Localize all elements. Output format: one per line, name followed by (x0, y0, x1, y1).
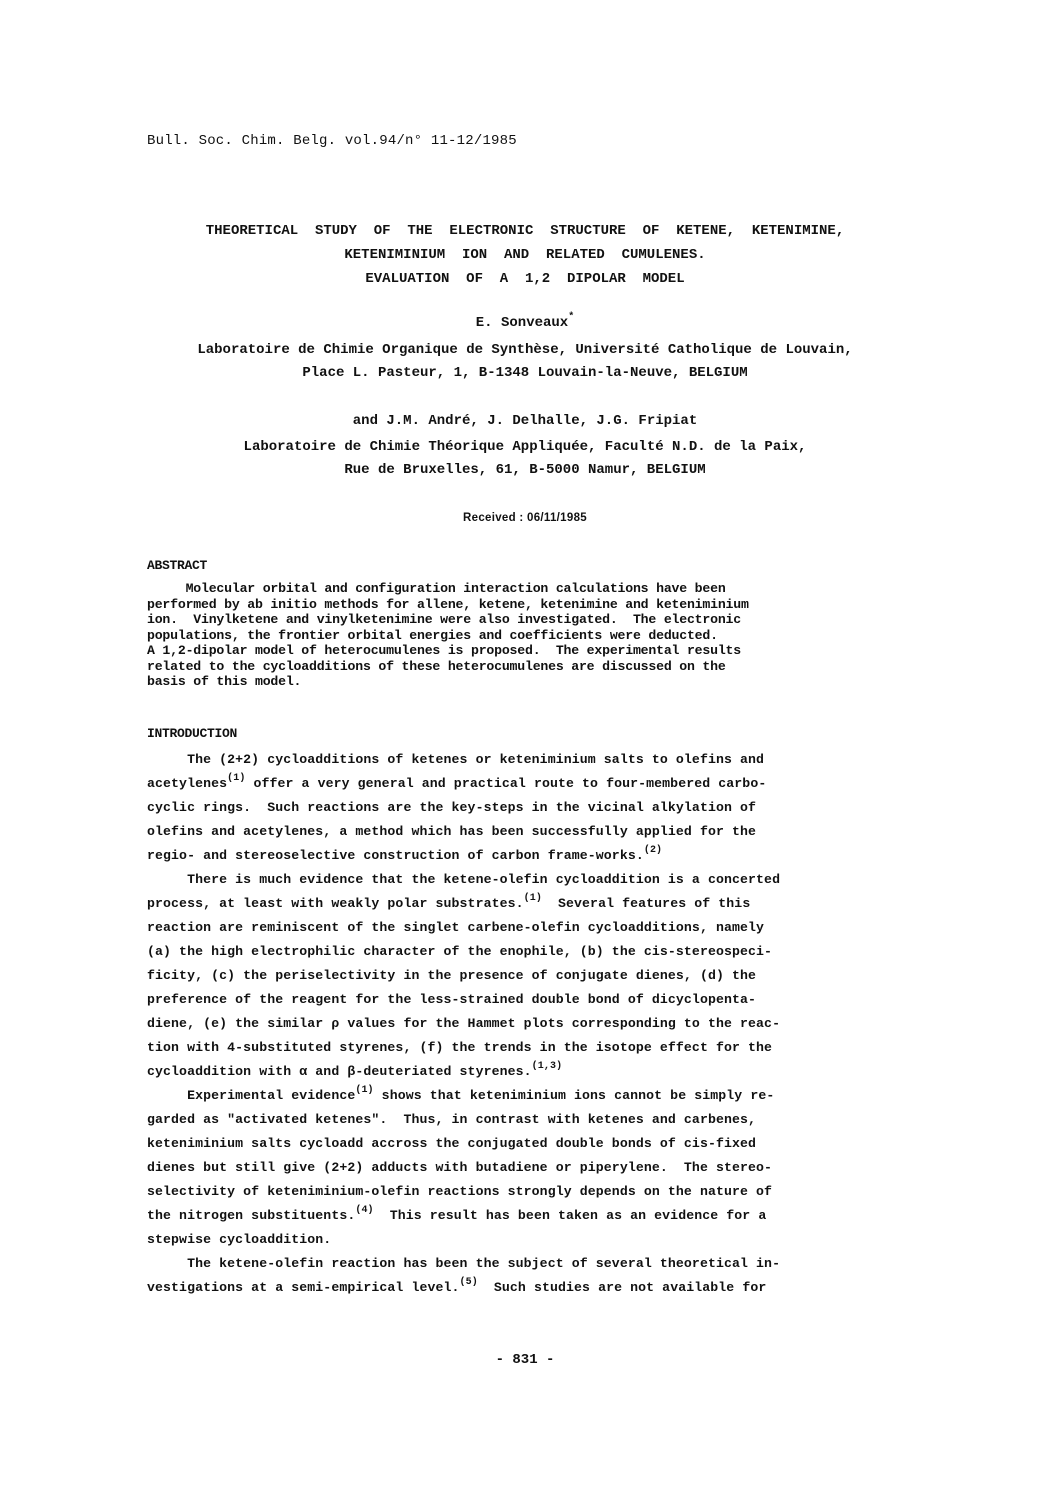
text-span: tion with 4-substituted styrenes, (f) the trends in the isotope effect for the (147, 1040, 773, 1055)
corresponding-author-mark: * (568, 312, 575, 323)
abstract-body (147, 581, 907, 690)
text-line (147, 1060, 907, 1084)
text-span: Experimental evidence (147, 1088, 356, 1103)
text-span: Such studies are not available for (477, 1280, 767, 1295)
abstract-line: A 1,2-dipolar model of heterocumulenes is proposed. The experimental results (147, 643, 741, 658)
affiliation-line: Laboratoire de Chimie Théorique Appliquée, Faculté N.D. de la Paix, (243, 439, 807, 455)
text-span: diene, (e) the similar ρ values for the Hammet plots corresponding to the reac- (147, 1016, 781, 1031)
title-line: EVALUATION OF A 1,2 DIPOLAR MODEL (365, 271, 685, 287)
text-line (147, 1156, 907, 1180)
text-span: Several features of this (541, 896, 751, 911)
text-span: vestigations at a semi-empirical level. (147, 1280, 460, 1295)
text-span: ficity, (c) the periselectivity in the presence of conjugate dienes, (d) the (147, 968, 757, 983)
text-line (147, 1180, 907, 1204)
text-line (147, 868, 907, 892)
text-span: The (2+2) cycloadditions of ketenes or keteniminium salts to olefins and (147, 752, 765, 767)
page-number: - 831 - (495, 1352, 555, 1368)
text-span: selectivity of keteniminium-olefin reactions strongly depends on the nature of (147, 1184, 773, 1199)
abstract-line: ion. Vinylketene and vinylketenimine were also investigated. The electronic (147, 612, 741, 627)
text-span: stepwise cycloaddition. (147, 1232, 332, 1247)
title-line: KETENIMINIUM ION AND RELATED CUMULENES. (344, 247, 706, 263)
text-line (147, 1012, 907, 1036)
abstract-line: performed by ab initio methods for allene, ketene, ketenimine and keteniminium (147, 596, 749, 612)
author-secondary: and J.M. André, J. Delhalle, J.G. Fripiat (352, 413, 698, 429)
citation-ref: (1,3) (531, 1061, 563, 1072)
citation-ref: (4) (355, 1205, 374, 1216)
abstract-line: populations, the frontier orbital energies and coefficients were deducted. (147, 627, 718, 643)
abstract-heading: ABSTRACT (147, 558, 208, 573)
text-line (147, 964, 907, 988)
text-span: (a) the high electrophilic character of the enophile, (b) the cis-stereospeci- (147, 944, 773, 959)
text-span: olefins and acetylenes, a method which has been successfully applied for the (147, 824, 757, 839)
text-line (147, 1252, 907, 1276)
received-date: Received : 06/11/1985 (463, 512, 587, 524)
abstract-line: Molecular orbital and configuration interaction calculations have been (147, 581, 726, 596)
text-span: regio- and stereoselective construction of carbon frame-works. (147, 848, 644, 863)
text-span: cyclic rings. Such reactions are the key-steps in the vicinal alkylation of (147, 800, 757, 815)
citation-ref: (1) (227, 773, 246, 784)
text-span: offer a very general and practical route to four-membered carbo- (245, 776, 767, 791)
abstract-line: related to the cycloadditions of these heterocumulenes are discussed on the (147, 658, 726, 674)
text-line (147, 772, 907, 796)
author-primary (0, 312, 1050, 331)
text-line (147, 1084, 907, 1108)
text-line (147, 1132, 907, 1156)
citation-ref: (2) (643, 845, 663, 856)
text-span: the nitrogen substituents. (147, 1208, 356, 1223)
text-span: dienes but still give (2+2) adducts with butadiene or piperylene. The stereo- (147, 1160, 773, 1175)
text-line (147, 1228, 907, 1252)
text-span: reaction are reminiscent of the singlet carbene-olefin cycloadditions, namely (147, 920, 765, 935)
citation-ref: (5) (459, 1277, 478, 1288)
text-line (147, 1276, 907, 1300)
text-span: shows that keteniminium ions cannot be simply re- (373, 1088, 775, 1103)
text-line (147, 988, 907, 1012)
introduction-body (147, 748, 907, 1300)
citation-ref: (1) (355, 1085, 374, 1096)
text-line (147, 940, 907, 964)
affiliation-line: Place L. Pasteur, 1, B-1348 Louvain-la-Neuve, BELGIUM (302, 365, 748, 381)
text-span: This result has been taken as an evidence for a (373, 1208, 767, 1223)
affiliation-line: Rue de Bruxelles, 61, B-5000 Namur, BELGIUM (344, 462, 706, 478)
text-line (147, 1108, 907, 1132)
article-title (0, 219, 1050, 291)
citation-ref: (1) (523, 893, 542, 904)
text-line (147, 796, 907, 820)
text-span: preference of the reagent for the less-strained double bond of dicyclopenta- (147, 992, 757, 1007)
text-span: process, at least with weakly polar substrates. (147, 896, 524, 911)
text-span: acetylenes (147, 776, 228, 791)
text-span: The ketene-olefin reaction has been the subject of several theoretical in- (147, 1256, 781, 1271)
text-span: garded as "activated ketenes". Thus, in contrast with ketenes and carbenes, (147, 1112, 757, 1127)
text-line (147, 892, 907, 916)
author-name: E. Sonveaux (475, 315, 569, 331)
text-span: keteniminium salts cycloadd accross the conjugated double bonds of cis-fixed (147, 1136, 757, 1151)
abstract-line: basis of this model. (147, 674, 302, 689)
journal-reference: Bull. Soc. Chim. Belg. vol.94/n° 11-12/1985 (147, 133, 517, 149)
title-line: THEORETICAL STUDY OF THE ELECTRONIC STRUCTURE OF KETENE, KETENIMINE, (205, 223, 845, 239)
text-line (147, 844, 907, 868)
text-line (147, 820, 907, 844)
introduction-heading: INTRODUCTION (147, 726, 238, 741)
text-line (147, 1036, 907, 1060)
text-span: cycloaddition with α and β-deuteriated styrenes. (147, 1064, 532, 1079)
text-line (147, 1204, 907, 1228)
text-line (147, 916, 907, 940)
text-line (147, 748, 907, 772)
text-span: There is much evidence that the ketene-olefin cycloaddition is a concerted (147, 872, 781, 887)
affiliation-line: Laboratoire de Chimie Organique de Synthèse, Université Catholique de Louvain, (197, 342, 853, 358)
